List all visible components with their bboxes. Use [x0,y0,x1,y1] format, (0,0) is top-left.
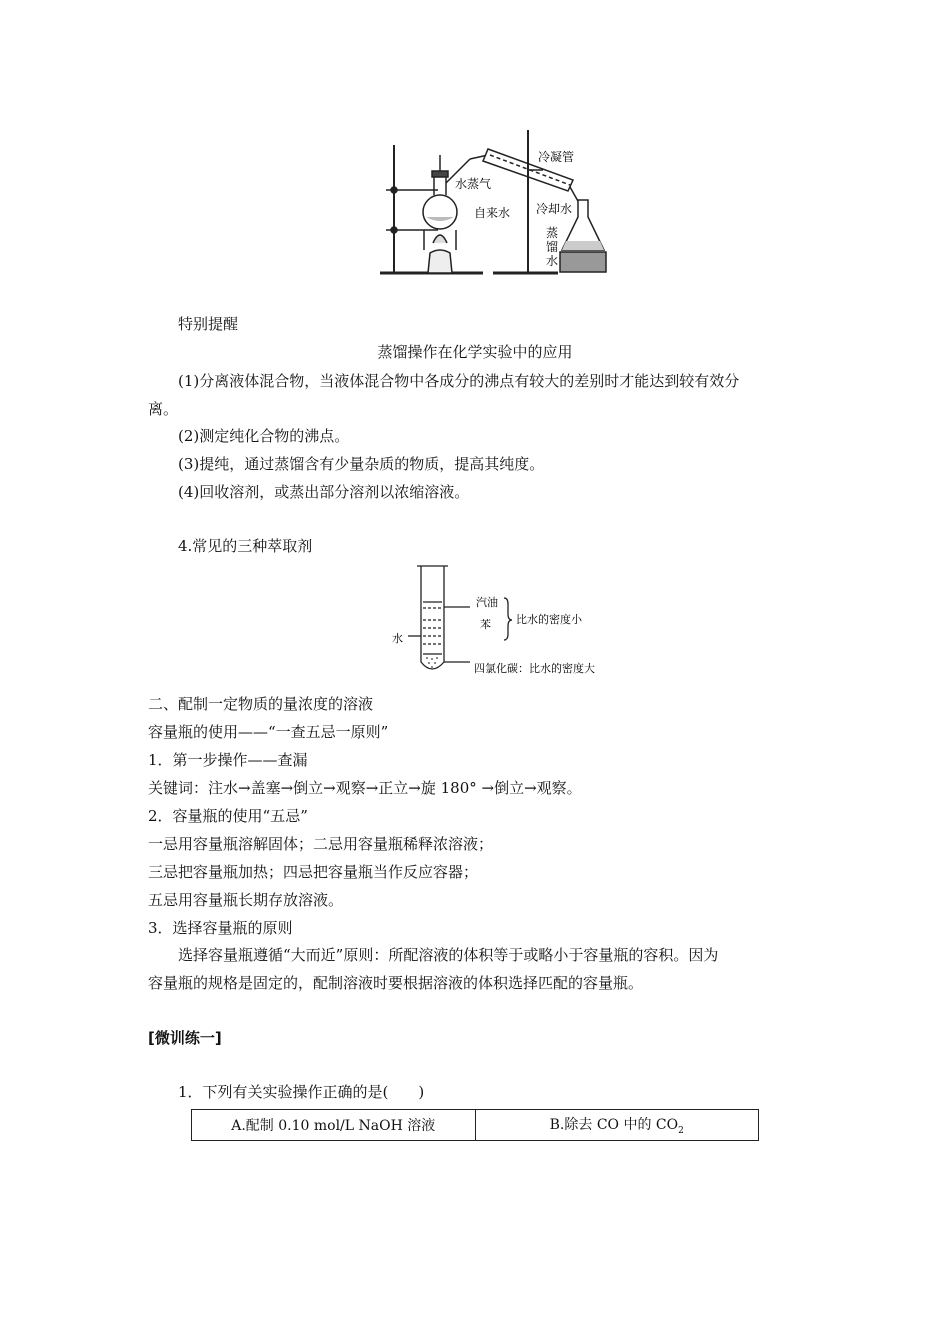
label-condenser: 冷凝管 [538,150,575,164]
extractant-test-tube-figure [388,562,598,682]
distillation-apparatus-figure [378,125,618,280]
section4-title: 4.常见的三种萃取剂 [178,537,313,555]
section2-title: 二、配制一定物质的量浓度的溶液 [148,695,374,713]
label-benzene: 苯 [480,618,491,631]
option-b-text: B.除去 CO 中的 CO [549,1117,679,1134]
reminder-title: 蒸馏操作在化学实验中的应用 [377,343,573,361]
step1-keywords: 关键词：注水→盖塞→倒立→观察→正立→旋 180° →倒立→观察。 [148,779,582,797]
answer-options-table [191,1109,759,1141]
label-less-dense: 比水的密度小 [516,613,582,626]
reminder-item-1-cont: 离。 [148,400,179,418]
label-distilled-1: 蒸 [546,226,559,240]
label-water: 水 [392,632,403,645]
reminder-item-3: (3)提纯，通过蒸馏含有少量杂质的物质，提高其纯度。 [178,455,545,473]
label-ccl4: 四氯化碳：比水的密度大 [474,662,595,675]
label-cooling-water: 冷却水 [536,202,573,216]
label-distilled-3: 水 [546,254,559,268]
reminder-item-1: (1)分离液体混合物，当液体混合物中各成分的沸点有较大的差别时才能达到较有效分 [178,372,740,390]
reminder-item-2: (2)测定纯化合物的沸点。 [178,427,350,445]
step2-title: 2．容量瓶的使用“五忌” [148,807,308,825]
reminder-item-4: (4)回收溶剂，或蒸出部分溶剂以浓缩溶液。 [178,483,470,501]
label-tap-water: 自来水 [474,206,511,220]
step3-line-2: 容量瓶的规格是固定的，配制溶液时要根据溶液的体积选择匹配的容量瓶。 [148,974,644,992]
step3-line-1: 选择容量瓶遵循“大而近”原则：所配溶液的体积等于或略小于容量瓶的容积。因为 [178,946,719,964]
step2-line-2: 三忌把容量瓶加热；四忌把容量瓶当作反应容器； [148,863,479,881]
step3-title: 3．选择容量瓶的原则 [148,919,293,937]
reminder-heading: 特别提醒 [178,315,239,333]
section2-subtitle: 容量瓶的使用——“一查五忌一原则” [148,723,389,741]
label-gasoline: 汽油 [476,596,498,609]
label-distilled-2: 馏 [546,240,559,254]
exercise-heading: [微训练一] [148,1029,222,1047]
label-steam: 水蒸气 [455,177,492,191]
step2-line-1: 一忌用容量瓶溶解固体；二忌用容量瓶稀释浓溶液； [148,835,494,853]
option-a[interactable]: A.配制 0.10 mol/L NaOH 溶液 [192,1110,476,1141]
option-b[interactable] [475,1110,759,1141]
option-b-subscript: 2 [678,1125,684,1136]
step2-line-3: 五忌用容量瓶长期存放溶液。 [148,891,344,909]
step1-title: 1．第一步操作——查漏 [148,751,308,769]
exercise-question: 1．下列有关实验操作正确的是( ) [178,1083,425,1101]
